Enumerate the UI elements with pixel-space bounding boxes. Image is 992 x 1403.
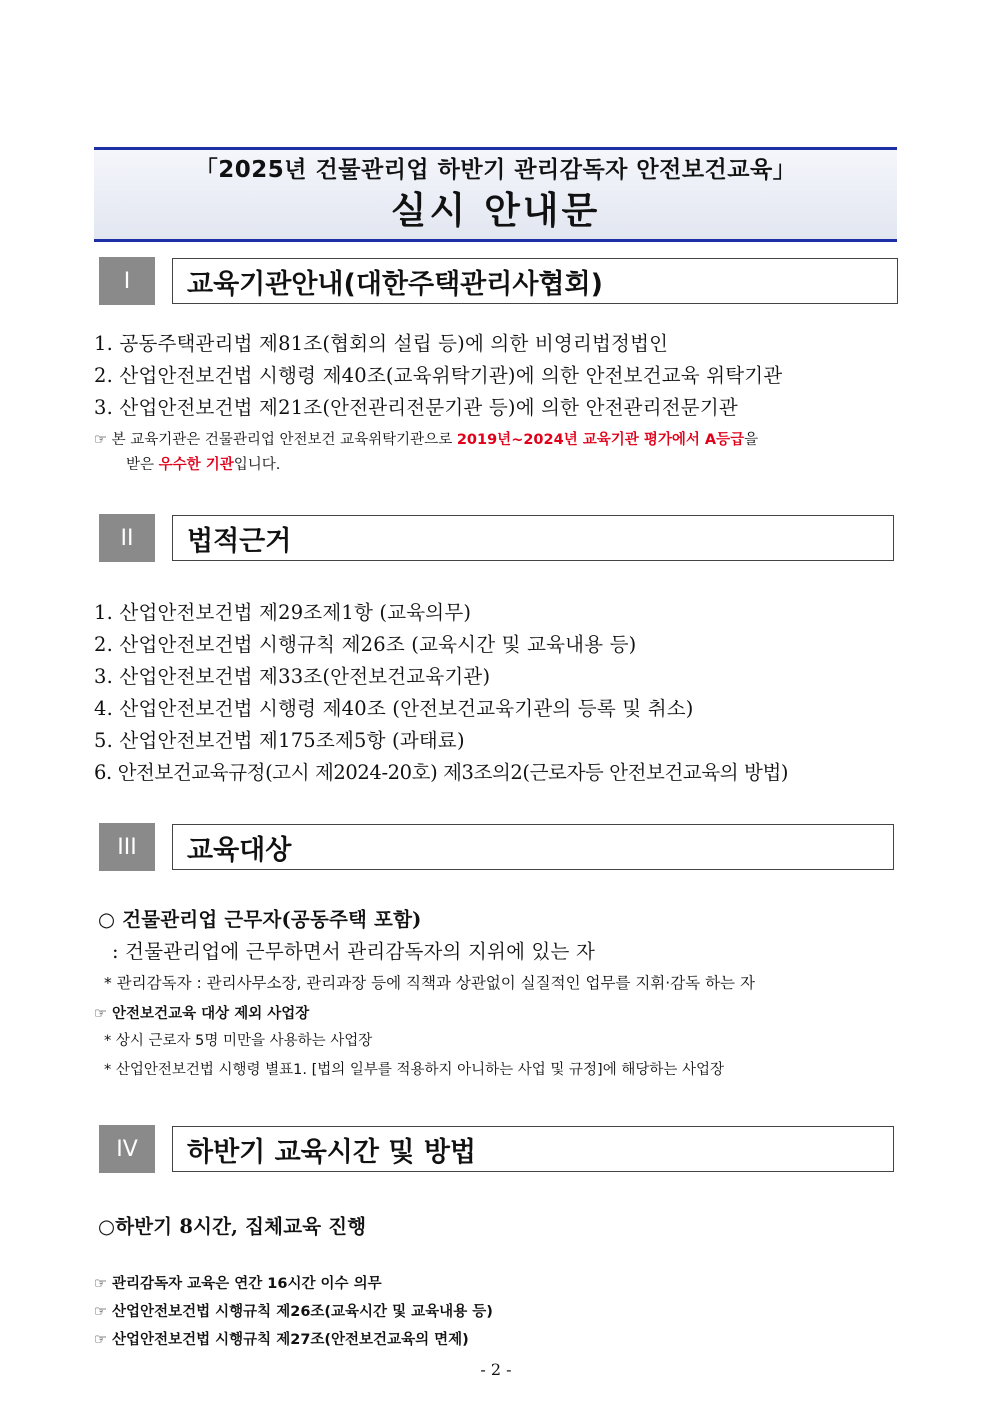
- section-4-heading: 하반기 교육시간 및 방법: [172, 1126, 894, 1172]
- education-method: ○하반기 8시간, 집체교육 진행: [98, 1215, 367, 1238]
- section-3-heading: 교육대상: [172, 824, 894, 870]
- section-2-number: II: [99, 514, 155, 562]
- exclude-title: ☞ 안전보건교육 대상 제외 사업장: [94, 1006, 310, 1022]
- note-text-particle: 을: [744, 432, 759, 448]
- section-2-item-1: 1. 산업안전보건법 제29조제1항 (교육의무): [94, 601, 472, 624]
- section-2-heading: 법적근거: [172, 515, 894, 561]
- note-highlight-excellent: 우수한 기관: [158, 457, 234, 473]
- section-2-item-2: 2. 산업안전보건법 시행규칙 제26조 (교육시간 및 교육내용 등): [94, 633, 637, 656]
- exclude-item-2: * 산업안전보건법 시행령 별표1. [법의 일부를 적용하지 아니하는 사업 및 규정]에 해당하는 사업장: [104, 1062, 724, 1078]
- note-text-end: 입니다.: [233, 457, 281, 473]
- section-1-note-line-2: [126, 453, 280, 474]
- section-3-number: III: [99, 823, 155, 871]
- pointing-hand-icon: ☞: [94, 432, 107, 448]
- title-line-2: 실시 안내문: [390, 189, 601, 232]
- section-2-item-5: 5. 산업안전보건법 제175조제5항 (과태료): [94, 729, 465, 752]
- method-note-2: ☞ 산업안전보건법 시행규칙 제26조(교육시간 및 교육내용 등): [94, 1304, 493, 1320]
- section-2-item-6: 6. 안전보건교육규정(고시 제2024-20호) 제3조의2(근로자등 안전보건교육의 방법): [94, 761, 789, 784]
- target-title: ○ 건물관리업 근무자(공동주택 포함): [98, 908, 422, 931]
- section-1-number: I: [99, 257, 155, 305]
- page-number: - 2 -: [480, 1360, 512, 1379]
- section-1-item-2: 2. 산업안전보건법 시행령 제40조(교육위탁기관)에 의한 안전보건교육 위탁기관: [94, 364, 783, 387]
- section-2-item-4: 4. 산업안전보건법 시행령 제40조 (안전보건교육기관의 등록 및 취소): [94, 697, 694, 720]
- target-note: * 관리감독자 : 관리사무소장, 관리과장 등에 직책과 상관없이 실질적인 업무를 지휘·감독 하는 자: [104, 974, 755, 992]
- document-title: [94, 147, 897, 242]
- note-text: 본 교육기관은 건물관리업 안전보건 교육위탁기관으로: [111, 432, 457, 448]
- section-1-item-3: 3. 산업안전보건법 제21조(안전관리전문기관 등)에 의한 안전관리전문기관: [94, 396, 738, 419]
- section-1-heading: 교육기관안내(대한주택관리사협회): [172, 258, 898, 304]
- note-highlight-grade: 2019년~2024년 교육기관 평가에서 A등급: [456, 432, 745, 448]
- exclude-item-1: * 상시 근로자 5명 미만을 사용하는 사업장: [104, 1033, 373, 1049]
- method-note-3: ☞ 산업안전보건법 시행규칙 제27조(안전보건교육의 면제): [94, 1332, 469, 1348]
- title-line-1: 「2025년 건물관리업 하반기 관리감독자 안전보건교육」: [194, 157, 797, 183]
- section-2-item-3: 3. 산업안전보건법 제33조(안전보건교육기관): [94, 665, 491, 688]
- target-description: : 건물관리업에 근무하면서 관리감독자의 지위에 있는 자: [112, 940, 596, 963]
- section-1-item-1: 1. 공동주택관리법 제81조(협회의 설립 등)에 의한 비영리법정법인: [94, 332, 669, 355]
- note-text: 받은: [126, 457, 159, 473]
- section-4-number: IV: [99, 1125, 155, 1173]
- method-note-1: ☞ 관리감독자 교육은 연간 16시간 이수 의무: [94, 1276, 382, 1292]
- section-1-note: [94, 428, 758, 449]
